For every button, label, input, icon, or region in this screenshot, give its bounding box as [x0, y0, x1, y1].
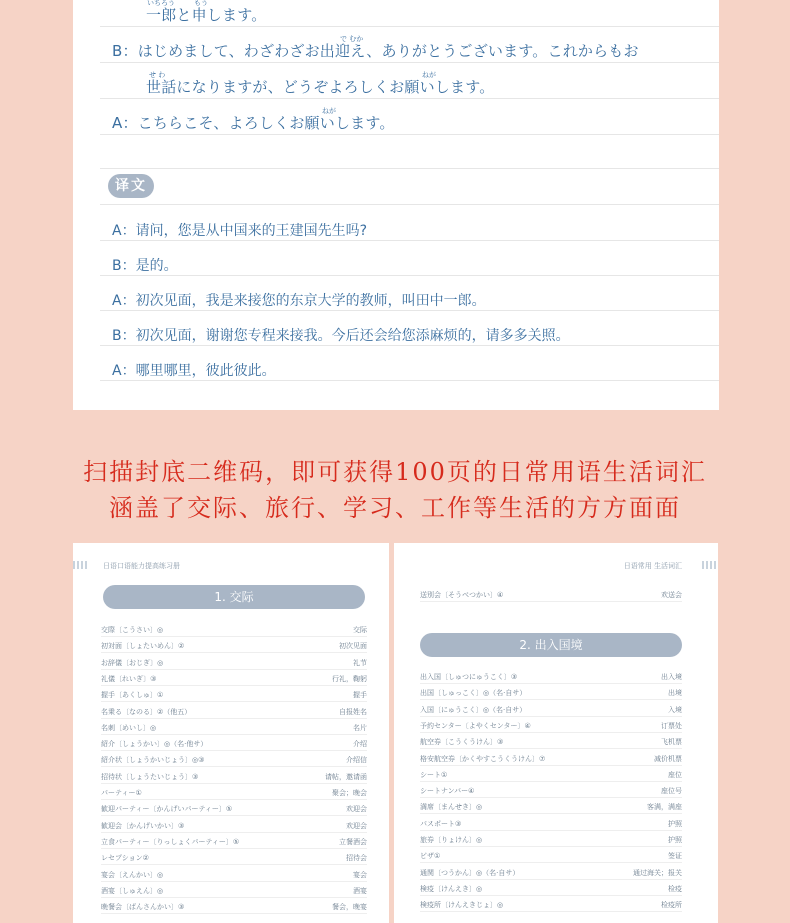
translation-line-2: B：是的。 — [112, 258, 178, 274]
left-page-header: 日语口语能力提高练习册 — [103, 562, 180, 570]
vocab-term: パーティー① — [101, 789, 142, 797]
ruled-line — [100, 62, 719, 63]
vocab-term: 交際〔こうさい〕◎ — [101, 626, 164, 634]
vocab-meaning: 介绍 — [353, 740, 367, 749]
dialogue-line-3: 世話になりますが、どうぞよろしくお願いします。 — [146, 78, 495, 96]
vocab-row — [420, 816, 682, 831]
vocab-term: 招待状〔しょうたいじょう〕③ — [101, 772, 199, 781]
ruby-mou: もう — [194, 0, 208, 7]
translation-line-4: B：初次见面，谢谢您专程来接我。今后还会给您添麻烦的，请多多关照。 — [112, 328, 570, 344]
vocab-row — [420, 767, 682, 782]
ruled-line — [100, 204, 719, 205]
vocab-meaning: 初次见面 — [339, 642, 367, 651]
ruby-ichirou: いちろう — [147, 0, 175, 7]
vocab-row — [101, 671, 367, 686]
vocab-row — [420, 718, 682, 733]
translation-badge: 译文 — [108, 174, 154, 198]
vocab-term: 酒宴〔しゅえん〕◎ — [101, 886, 164, 895]
ruled-line — [100, 98, 719, 99]
promo-line-2: 涵盖了交际、旅行、学习、工作等生活的方方面面 — [109, 494, 681, 522]
vocab-row — [101, 720, 367, 735]
section-title-social: 1. 交际 — [103, 585, 365, 609]
ruled-line — [100, 240, 719, 241]
ruled-line — [100, 168, 719, 169]
vocab-meaning: 立餐酒会 — [339, 837, 367, 846]
vocab-term: 歓迎会〔かんげいかい〕③ — [101, 821, 185, 830]
vocab-row — [420, 751, 682, 766]
vocab-term: 名刺〔めいし〕◎ — [101, 723, 157, 732]
vocab-term: 出国〔しゅっこく〕◎（名·自サ） — [420, 689, 527, 698]
ruby-nega-2: ねが — [322, 107, 336, 115]
vocab-term: 晩餐会〔ばんさんかい〕③ — [101, 903, 185, 912]
vocab-row — [101, 785, 367, 800]
vocab-meaning: 入境 — [668, 705, 682, 714]
vocab-term: 宴会〔えんかい〕◎ — [101, 870, 164, 879]
vocab-term: 名乗る〔なのる〕②（他五） — [101, 707, 192, 716]
header-stripes — [73, 561, 89, 569]
vocab-page-right — [394, 543, 718, 923]
vocab-term: 格安航空券〔かくやすこうくうけん〕⑦ — [420, 754, 546, 763]
ruled-line — [100, 26, 719, 27]
vocab-term: シート① — [420, 770, 448, 779]
vocab-term: 通関〔つうかん〕◎（名·自サ） — [420, 868, 520, 877]
vocab-meaning: 介绍信 — [346, 756, 367, 765]
vocab-row — [420, 685, 682, 700]
vocab-row — [101, 622, 367, 637]
vocab-row — [101, 818, 367, 833]
vocab-term: 検疫所〔けんえきじょ〕◎ — [420, 901, 504, 910]
vocab-meaning: 飞机票 — [661, 738, 682, 747]
vocab-term: シートナンバー④ — [420, 787, 475, 796]
vocab-meaning: 签证 — [668, 852, 682, 861]
vocab-meaning: 座位 — [668, 770, 682, 779]
vocab-term: 礼儀〔れいぎ〕③ — [101, 674, 157, 683]
vocab-page-left — [73, 543, 389, 923]
vocab-row — [101, 899, 367, 914]
ruby-nega-1: ねが — [422, 71, 436, 79]
vocab-row — [101, 638, 367, 653]
translation-line-5: A：哪里哪里，彼此彼此。 — [112, 363, 276, 379]
vocab-meaning: 欢迎会 — [346, 805, 367, 814]
vocab-term: 検疫〔けんえき〕◎ — [420, 884, 483, 893]
vocab-row — [101, 655, 367, 670]
vocab-row — [420, 702, 682, 717]
vocab-meaning: 自报姓名 — [339, 707, 367, 716]
vocab-term: 紹介〔しょうかい〕◎（名·他サ） — [101, 740, 208, 749]
vocab-row — [420, 865, 682, 880]
vocab-term: 歓迎パーティー〔かんげいパーティー〕⑤ — [101, 805, 233, 814]
vocab-row — [101, 736, 367, 751]
vocab-meaning: 客满，满座 — [647, 803, 682, 812]
vocab-row: 送別会〔そうべつかい〕④ 欢送会 — [420, 587, 682, 602]
vocab-meaning: 检疫 — [668, 884, 682, 893]
vocab-term: 予約センター〔よやくセンター〕④ — [420, 721, 531, 730]
vocab-row — [101, 801, 367, 816]
vocab-meaning: 酒宴 — [353, 886, 367, 895]
vocab-term: お辞儀〔おじぎ〕◎ — [101, 658, 164, 667]
vocab-meaning: 名片 — [353, 723, 367, 732]
vocab-meaning: 行礼，鞠躬 — [332, 674, 367, 683]
vocab-term: 紹介状〔しょうかいじょう〕◎③ — [101, 756, 205, 765]
vocab-row — [101, 704, 367, 719]
vocab-meaning: 聚会；晚会 — [332, 789, 367, 797]
vocab-row — [101, 834, 367, 849]
vocab-meaning: 护照 — [668, 819, 682, 828]
ruled-line — [100, 345, 719, 346]
dialogue-page — [73, 0, 719, 410]
vocab-row — [420, 799, 682, 814]
vocab-term: 出入国〔しゅつにゅうこく〕③ — [420, 673, 518, 681]
dialogue-line-1: 一郎と申します。 — [146, 6, 267, 24]
vocab-meaning: 餐会，晚宴 — [332, 903, 367, 912]
vocab-row — [101, 867, 367, 882]
vocab-term: 満席〔まんせき〕◎ — [420, 803, 483, 812]
section-title-immigration: 2. 出入国境 — [420, 633, 682, 657]
ruled-line — [100, 134, 719, 135]
vocab-meaning: 减价机票 — [654, 754, 682, 763]
vocab-row — [420, 848, 682, 863]
right-page-header: 日语常用 生活词汇 — [623, 562, 682, 570]
vocab-meaning: 订票处 — [661, 721, 682, 730]
vocab-meaning: 出入境 — [661, 673, 682, 681]
vocab-meaning: 座位号 — [661, 787, 682, 796]
vocab-meaning: 握手 — [353, 691, 367, 700]
translation-line-3: A：初次见面，我是来接您的东京大学的教师，叫田中一郎。 — [112, 293, 486, 309]
vocab-meaning: 护照 — [668, 836, 682, 844]
vocab-meaning: 礼节 — [353, 658, 367, 667]
vocab-term: 初対面〔しょたいめん〕② — [101, 642, 185, 651]
dialogue-line-4: A：こちらこそ、よろしくお願いします。 — [112, 114, 395, 132]
vocab-term: 握手〔あくしゅ〕① — [101, 691, 164, 700]
vocab-term: パスポート③ — [420, 819, 462, 828]
vocab-meaning: 交际 — [353, 626, 367, 634]
translation-line-1: A：请问，您是从中国来的王建国先生吗? — [112, 223, 368, 239]
vocab-term: 航空券〔こうくうけん〕③ — [420, 738, 504, 747]
ruled-line — [100, 275, 719, 276]
vocab-meaning: 欢迎会 — [346, 821, 367, 830]
vocab-row — [101, 752, 367, 767]
ruby-sewa: せ わ — [149, 71, 166, 79]
vocab-meaning: 宴会 — [353, 870, 367, 879]
vocab-term: 入国〔にゅうこく〕◎（名·自サ） — [420, 705, 527, 714]
ruby-demuka: で むか — [340, 35, 364, 43]
vocab-row — [420, 783, 682, 798]
header-stripes — [702, 561, 718, 569]
ruled-line — [100, 310, 719, 311]
vocab-term: 旅券〔りょけん〕◎ — [420, 836, 483, 844]
vocab-term: 立食パーティー〔りっしょくパーティー〕⑤ — [101, 837, 240, 846]
vocab-meaning: 出境 — [668, 689, 682, 698]
vocab-meaning: 通过海关；报关 — [633, 868, 682, 877]
vocab-row — [420, 881, 682, 896]
vocab-row — [420, 669, 682, 684]
vocab-row — [420, 734, 682, 749]
vocab-row — [101, 687, 367, 702]
vocab-row — [101, 850, 367, 865]
vocab-term: ビザ① — [420, 852, 441, 861]
vocab-term: レセプション② — [101, 854, 149, 863]
vocab-row — [420, 832, 682, 847]
vocab-row — [101, 883, 367, 898]
vocab-meaning: 请帖，邀请函 — [325, 772, 367, 781]
dialogue-line-2: B：はじめまして、わざわざお出迎え、ありがとうございます。これからもお — [112, 42, 639, 60]
vocab-row — [101, 769, 367, 784]
ruled-line — [100, 380, 719, 381]
vocab-meaning: 招待会 — [346, 854, 367, 863]
vocab-meaning: 检疫所 — [661, 901, 682, 910]
promo-line-1: 扫描封底二维码，即可获得100页的日常用语生活词汇 — [83, 458, 707, 486]
